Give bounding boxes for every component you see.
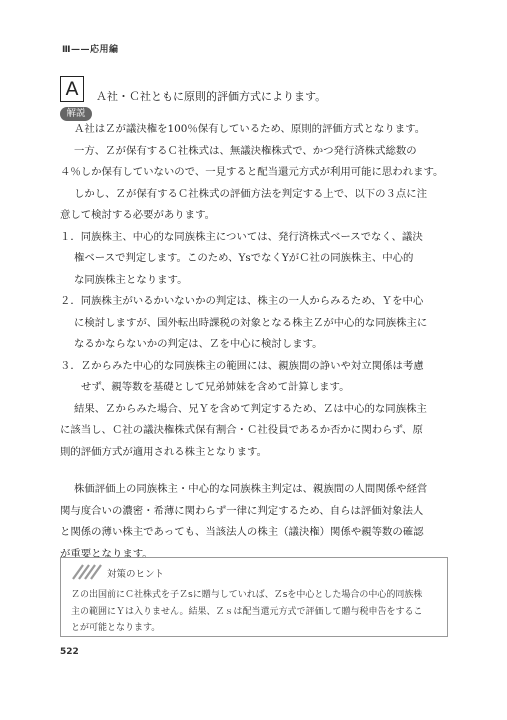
explanation-line: ３．Ｚからみた中心的な同族株主の範囲には、親族間の諍いや対立関係は考慮 [60, 360, 424, 372]
hint-title: 対策のヒント [107, 569, 165, 580]
explanation-label: 解説 [60, 107, 92, 121]
hint-stripes-icon [71, 564, 105, 580]
section-header: Ⅲ——応用編 [62, 45, 119, 55]
explanation-line: 権ベースで判定します。このため、YsでなくYがＣ社の同族株主、中心的 [74, 252, 414, 264]
explanation-line: なるかならないかの判定は、Ｚを中心に検討します。 [74, 338, 323, 350]
hint-line: とが可能となります。 [71, 623, 161, 633]
explanation-line: 結果、Ｚからみた場合、兄Ｙを含めて判定するため、Ｚは中心的な同族株主 [74, 403, 427, 415]
explanation-line: が重要となります。 [60, 548, 153, 560]
explanation-line: １．同族株主、中心的な同族株主については、発行済株式ベースでなく、議決 [60, 231, 423, 243]
explanation-line: と関係の薄い株主であっても、当該法人の株主（議決権）関係や親等数の確認 [60, 526, 424, 538]
hint-line: 主の範囲にＹは入りません。結果、Ｚｓは配当還元方式で評価して贈与税申告をするこ [71, 607, 423, 617]
explanation-line: せず、親等数を基礎として兄弟姉妹を含めて計算します。 [81, 381, 350, 393]
explanation-line: 関与度合いの濃密・希薄に関わらず一律に判定するため、自らは評価対象法人 [60, 505, 424, 517]
explanation-line: 意して検討する必要があります。 [60, 209, 216, 221]
explanation-line: ４％しか保有していないので、一見すると配当還元方式が利用可能に思われます。 [60, 166, 444, 178]
hint-line: Ｚの出国前にＣ社株式を子Ｚsに贈与していれば、Ｚsを中心とした場合の中心的同族株 [71, 590, 423, 600]
answer-badge: A [60, 76, 84, 102]
explanation-line: に検討しますが、国外転出時課税の対象となる株主Ｚが中心的な同族株主に [74, 317, 428, 329]
explanation-line: Ａ社はＺが議決権を100％保有しているため、原則的評価方式となります。 [74, 123, 426, 135]
page-number: 522 [60, 647, 79, 657]
explanation-line: 株価評価上の同族株主・中心的な同族株主判定は、親族間の人間関係や経営 [74, 483, 428, 495]
explanation-line: しかし、Ｚが保有するＣ社株式の評価方法を判定する上で、以下の３点に注 [74, 188, 428, 200]
explanation-line: な同族株主となります。 [74, 274, 188, 286]
answer-text: Ａ社・Ｃ社ともに原則的評価方式によります。 [96, 90, 327, 103]
explanation-line: に該当し、Ｃ社の議決権株式保有割合・Ｃ社役員であるか否かに関わらず、原 [60, 424, 423, 436]
hint-box [60, 557, 448, 637]
explanation-line: 則的評価方式が適用される株主となります。 [60, 446, 267, 458]
explanation-line: ２．同族株主がいるかいないかの判定は、株主の一人からみるため、Ｙを中心 [60, 295, 424, 307]
explanation-line: 一方、Ｚが保有するＣ社株式は、無議決権株式で、かつ発行済株式総数の [74, 145, 417, 157]
